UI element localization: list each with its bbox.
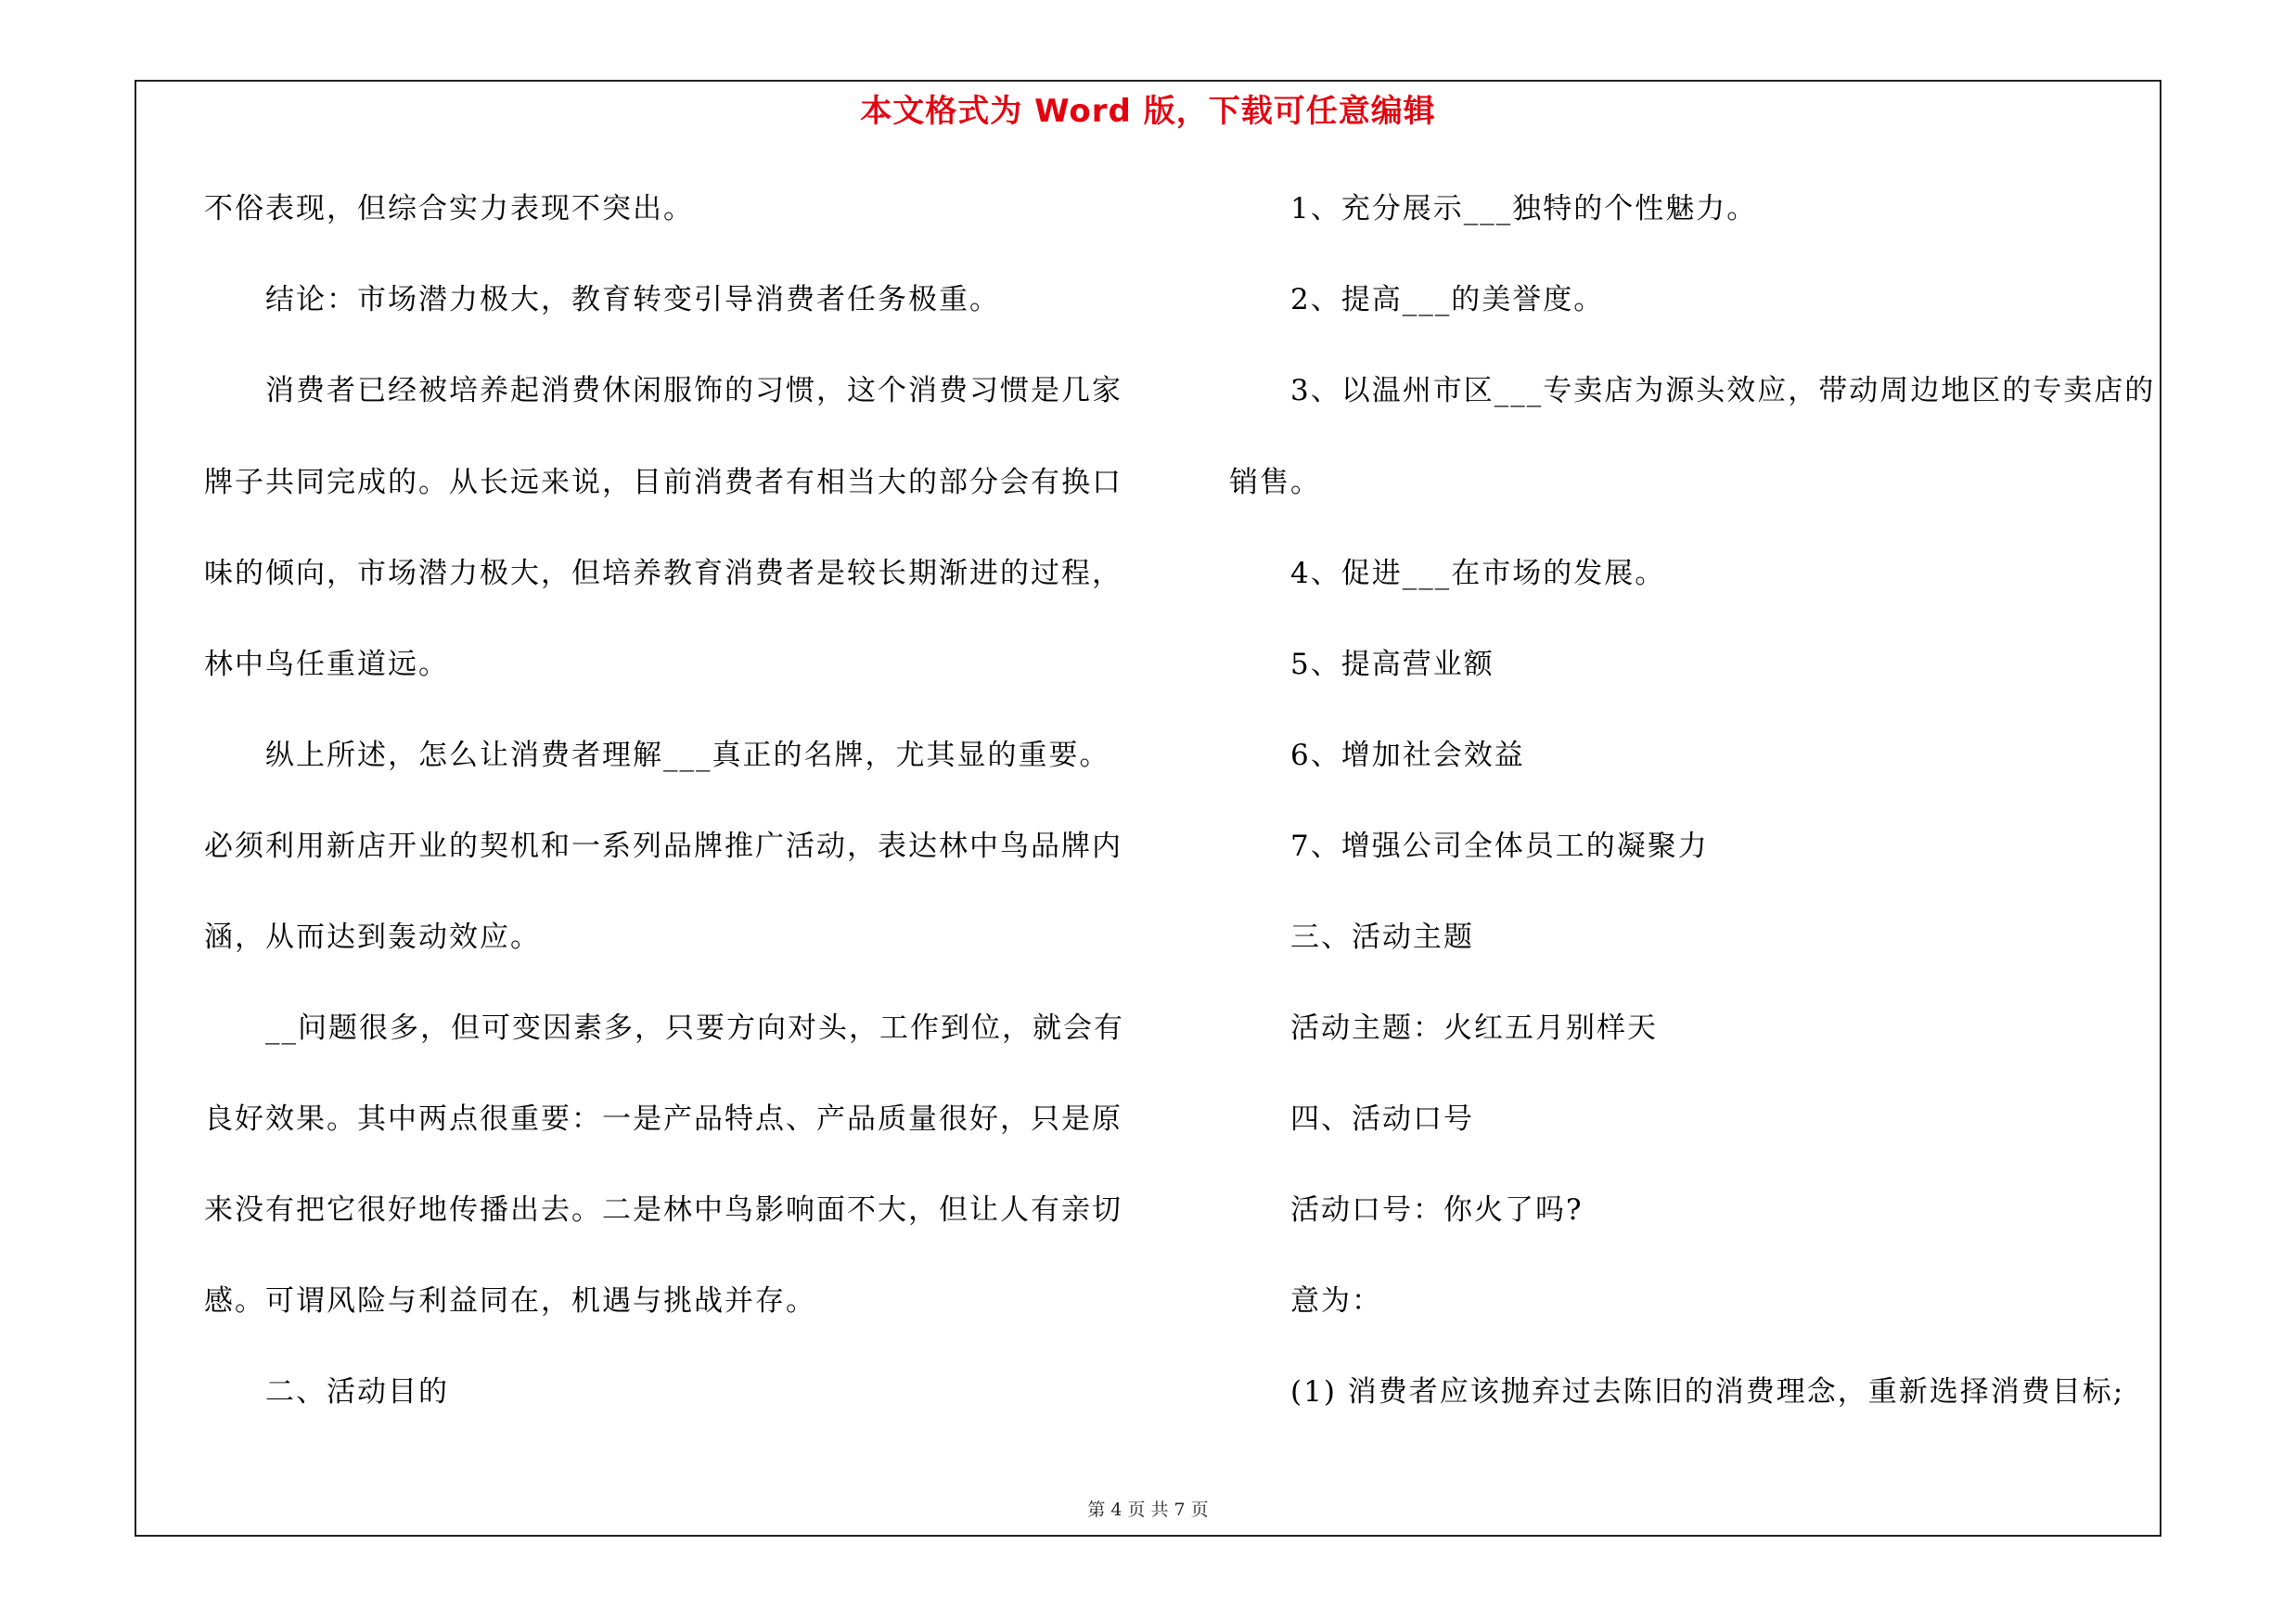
section-heading: 四、活动口号 [1290, 1102, 1474, 1136]
text-line: 良好效果。其中两点很重要：一是产品特点、产品质量很好，只是原 [204, 1102, 1122, 1136]
section-heading: 三、活动主题 [1290, 921, 1474, 954]
text-line: 销售。 [1229, 466, 1321, 499]
list-item: 1、充分展示___独特的个性魅力。 [1290, 192, 1758, 225]
text-line: 牌子共同完成的。从长远来说，目前消费者有相当大的部分会有换口 [204, 466, 1122, 499]
list-item: 4、促进___在市场的发展。 [1290, 557, 1666, 590]
text-line: 不俗表现，但综合实力表现不突出。 [204, 192, 694, 225]
list-item: 7、增强公司全体员工的凝聚力 [1290, 830, 1709, 863]
text-line: 意为： [1290, 1284, 1382, 1318]
text-line: 涵，从而达到轰动效应。 [204, 921, 541, 954]
text-line: 活动主题：火红五月别样天 [1290, 1011, 1658, 1045]
text-line: 纵上所述，怎么让消费者理解___真正的名牌，尤其显的重要。 [265, 739, 1110, 772]
list-item: 2、提高___的美誉度。 [1290, 283, 1605, 316]
text-line: (1) 消费者应该抛弃过去陈旧的消费理念，重新选择消费目标; [1290, 1375, 2125, 1409]
text-line: 必须利用新店开业的契机和一系列品牌推广活动，表达林中鸟品牌内 [204, 830, 1122, 863]
list-item: 5、提高营业额 [1290, 648, 1494, 681]
text-line: __问题很多，但可变因素多，只要方向对头，工作到位，就会有 [265, 1011, 1124, 1045]
text-line: 结论：市场潜力极大，教育转变引导消费者任务极重。 [265, 283, 1000, 316]
list-item: 3、以温州市区___专卖店为源头效应，带动周边地区的专卖店的 [1290, 374, 2156, 407]
text-line: 感。可谓风险与利益同在，机遇与挑战并存。 [204, 1284, 816, 1318]
section-heading: 二、活动目的 [265, 1375, 449, 1409]
list-item: 6、增加社会效益 [1290, 739, 1525, 772]
text-line: 来没有把它很好地传播出去。二是林中鸟影响面不大，但让人有亲切 [204, 1193, 1122, 1227]
document-header-title: 本文格式为 Word 版，下载可任意编辑 [860, 93, 1436, 130]
page-number-footer: 第 4 页 共 7 页 [1087, 1500, 1209, 1520]
text-line: 林中鸟任重道远。 [204, 648, 449, 681]
text-line: 活动口号：你火了吗? [1290, 1193, 1584, 1227]
text-line: 消费者已经被培养起消费休闲服饰的习惯，这个消费习惯是几家 [265, 374, 1122, 407]
text-line: 味的倾向，市场潜力极大，但培养教育消费者是较长期渐进的过程， [204, 557, 1122, 590]
